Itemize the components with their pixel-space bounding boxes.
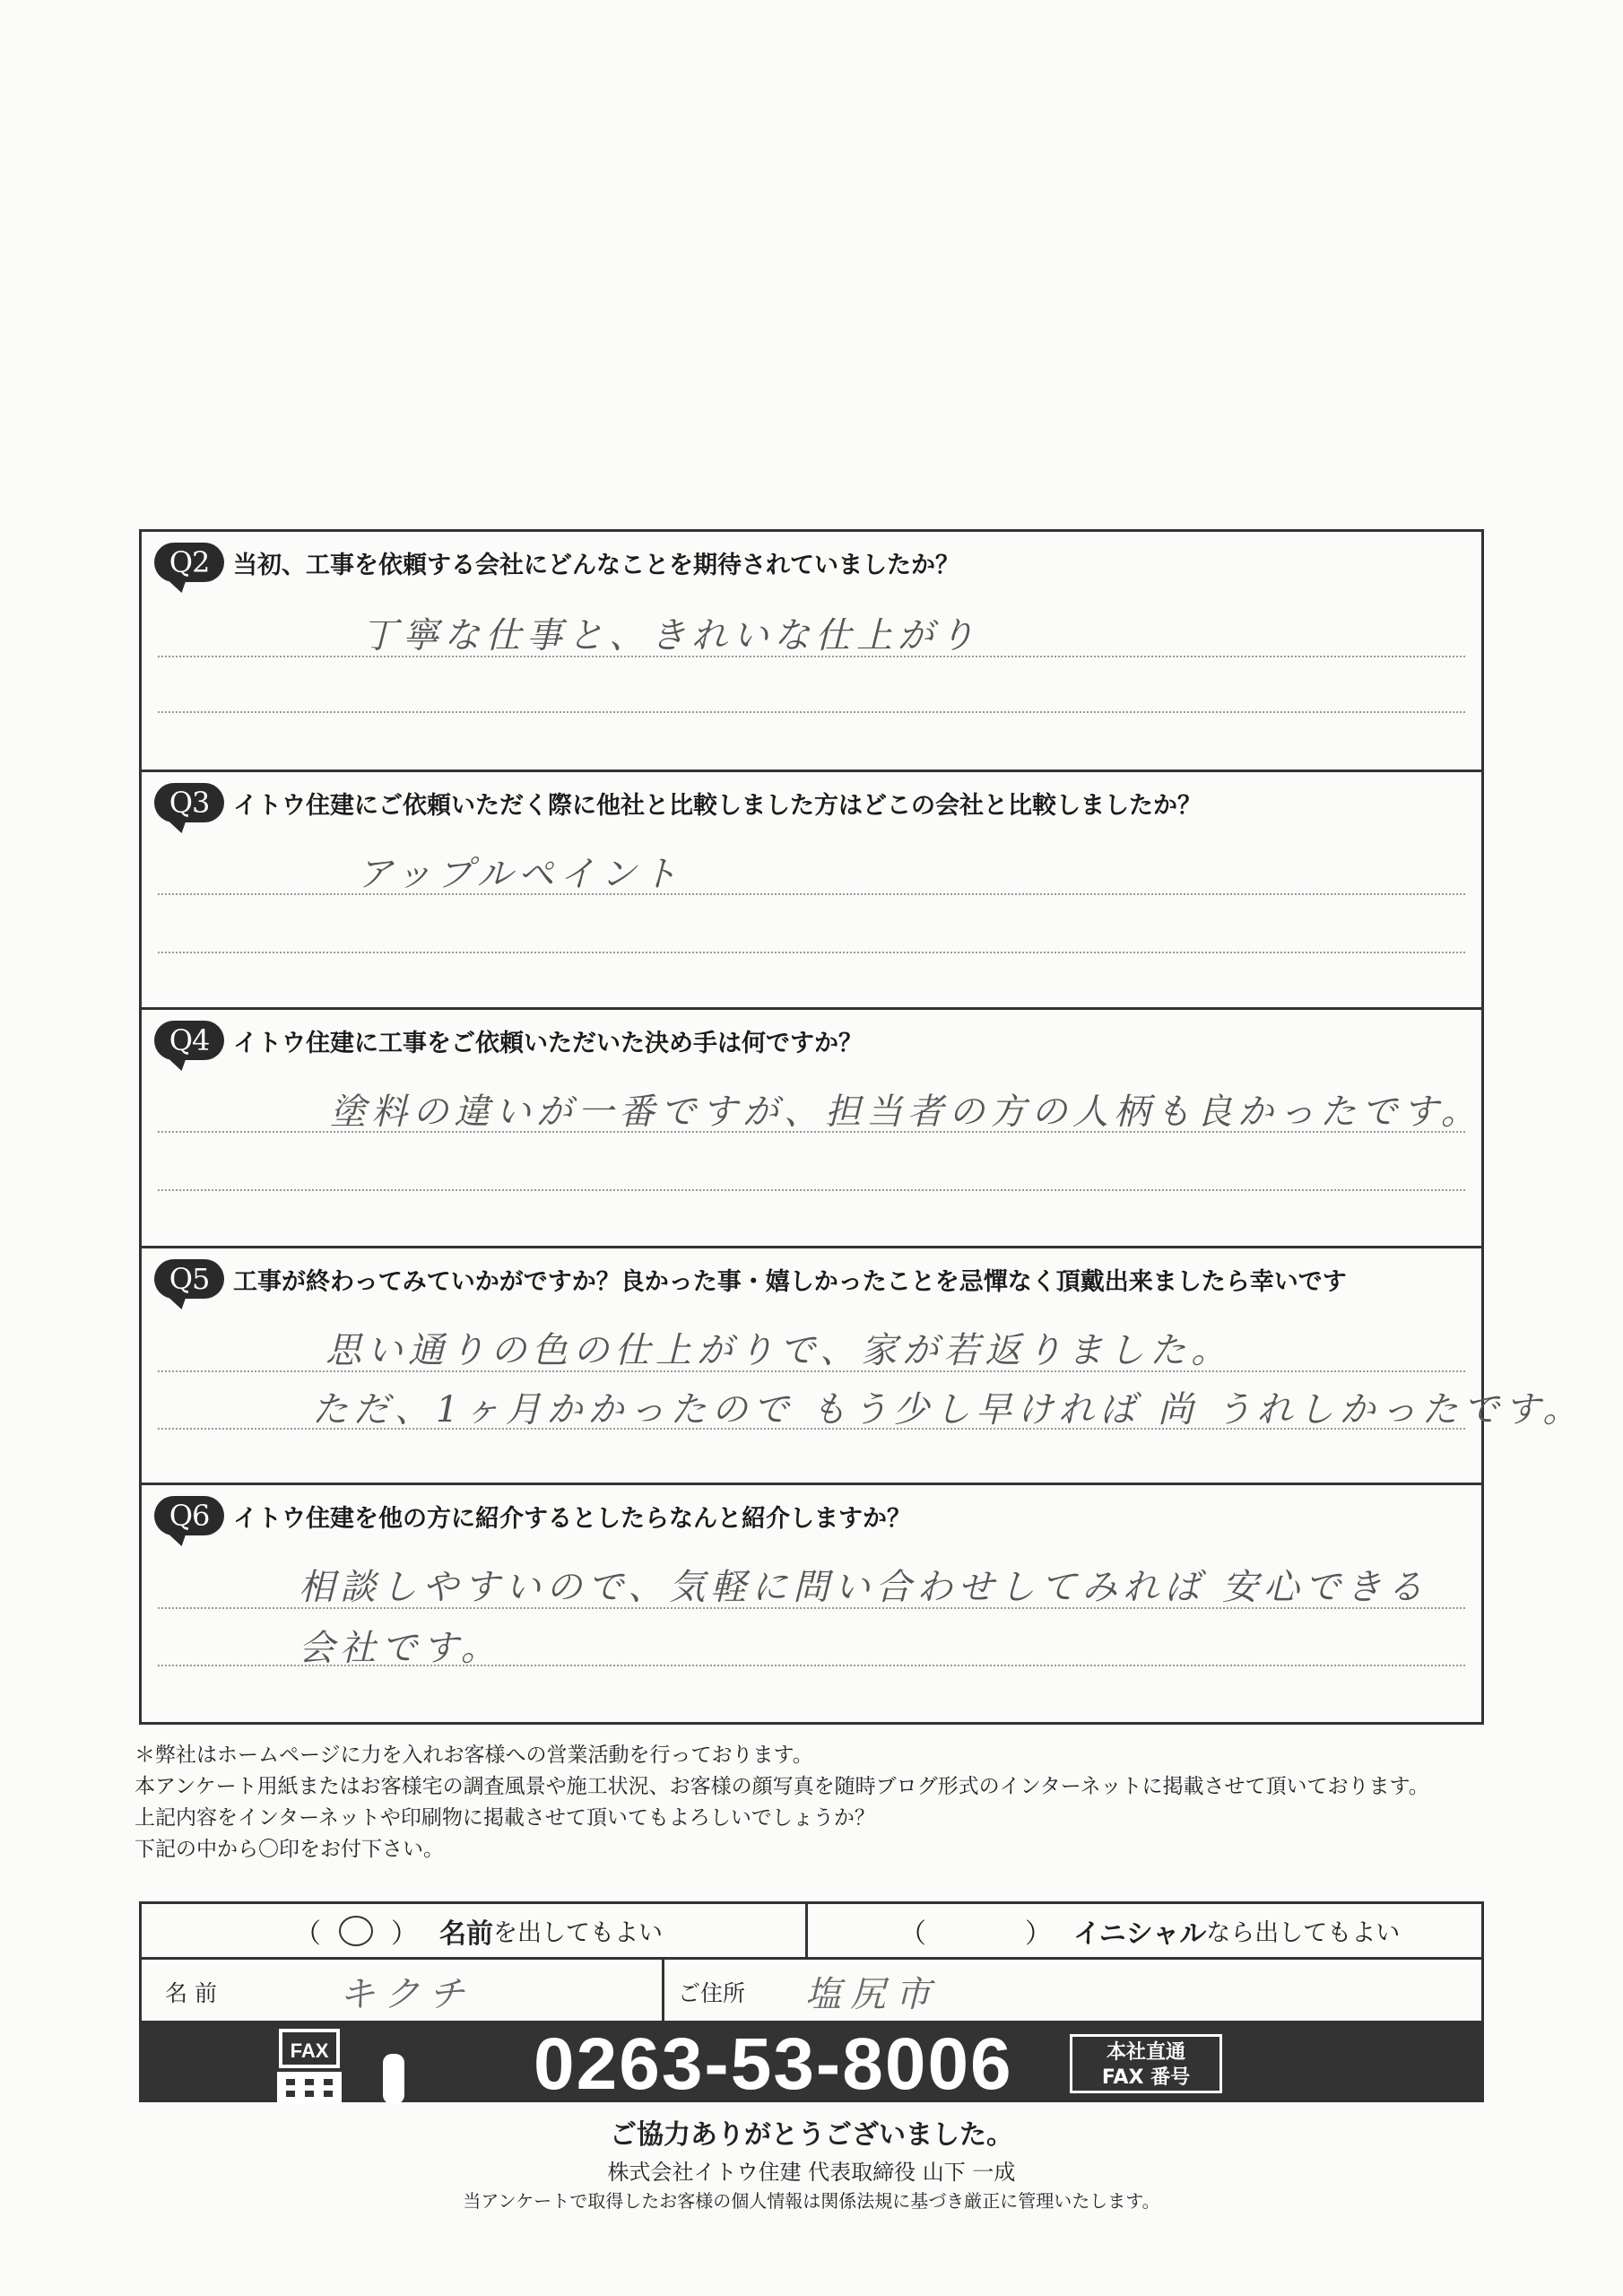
column-divider [805,1904,808,1957]
address-label: ご住所 [678,1979,746,2006]
question-number-badge: Q5 [154,1259,224,1299]
handwritten-answer: アップルペイント [357,854,683,895]
question-text: 工事が終わってみていかがですか？良かった事・嬉しかったことを忌憚なく頂戴出来ましたら幸いです [233,1267,1347,1296]
option-name-ok[interactable]: （ ） 名前 を出してもよい [294,1904,663,1957]
handwritten-answer: 会社です。 [299,1628,502,1669]
fax-icon-label: FAX [290,2039,329,2062]
option-initials-ok[interactable]: （ ） イニシャル なら出してもよい [899,1904,1400,1957]
question-block-q3 [142,772,1481,1010]
answer-line [158,952,1465,953]
consent-details-row [142,1960,1481,2023]
fax-badge: 本社直通 FAX 番号 [1070,2034,1222,2093]
question-block-q6 [142,1485,1481,1722]
option-initials-rest: なら出してもよい [1206,1919,1401,1947]
question-header [154,1022,863,1058]
question-text: 当初、工事を依頼する会社にどんなことを期待されていましたか？ [233,551,959,579]
consent-options-row [142,1904,1481,1960]
circle-mark-icon [339,1916,373,1946]
name-field[interactable] [339,1960,473,2023]
handwritten-answer: 思い通りの色の仕上がりで、家が若返りました。 [325,1330,1233,1371]
fax-handset-icon [381,2054,406,2104]
address-value: 塩尻市 [805,1974,940,2015]
name-label: 名 前 [165,1979,217,2006]
answer-line [158,893,1465,895]
privacy-note: 当アンケートで取得したお客様の個人情報は関係法規に基づき厳正に管理いたします。 [463,2190,1160,2212]
option-initials-bold: イニシャル [1073,1918,1207,1950]
option-name-bold: 名前 [439,1918,493,1950]
note-line: 下記の中から〇印をお付下さい。 [135,1838,444,1861]
question-header [154,785,1202,821]
option-name-rest: を出してもよい [493,1919,663,1947]
fax-machine-icon [273,2025,345,2106]
handwritten-answer: 丁寧な仕事と、きれいな仕上がり [361,615,980,657]
disclosure-notes [135,1740,1429,1866]
question-text: イトウ住建にご依頼いただく際に他社と比較しました方はどこの会社と比較しましたか？ [233,791,1202,820]
question-block-q2 [142,532,1481,772]
question-number-badge: Q2 [154,543,224,582]
question-number-badge: Q6 [154,1496,224,1535]
question-header [154,1498,911,1534]
question-number-badge: Q4 [154,1021,224,1060]
answer-line [158,1189,1465,1191]
handwritten-answer: ただ、1ヶ月かかったので もう少し早ければ 尚 うれしかったです。 [312,1389,1584,1431]
note-line: 上記内容をインターネットや印刷物に掲載させて頂いてもよろしいでしょうか？ [135,1806,875,1830]
question-block-q4 [142,1010,1481,1248]
handwritten-answer: 相談しやすいので、気軽に問い合わせしてみれば 安心できる [299,1567,1428,1608]
note-line: 本アンケート用紙またはお客様宅の調査風景や施工状況、お客様の顔写真を随時ブログ形式のインターネットに掲載させて頂いております。 [135,1775,1429,1798]
question-block-q5 [142,1248,1584,1485]
consent-table [139,1901,1484,2023]
handwritten-answer: 塗料の違いが一番ですが、担当者の方の人柄も良かったです。 [330,1091,1482,1133]
thanks-message: ご協力ありがとうございました。 [610,2119,1013,2151]
company-signature: 株式会社イトウ住建 代表取締役 山下 一成 [607,2160,1016,2185]
address-field[interactable] [805,1960,940,2023]
question-text: イトウ住建に工事をご依頼いただいた決め手は何ですか？ [233,1029,863,1057]
column-divider [662,1960,664,2023]
name-value: キクチ [339,1974,473,2015]
question-text: イトウ住建を他の方に紹介するとしたらなんと紹介しますか？ [233,1504,911,1533]
fax-number: 0263-53-8006 [534,2023,1013,2105]
question-header [154,1261,1347,1297]
note-line: ＊弊社はホームページに力を入れお客様への営業活動を行っております。 [135,1744,813,1767]
answer-line [158,711,1465,713]
question-number-badge: Q3 [154,783,224,822]
question-header [154,544,959,580]
survey-table [139,529,1584,1725]
